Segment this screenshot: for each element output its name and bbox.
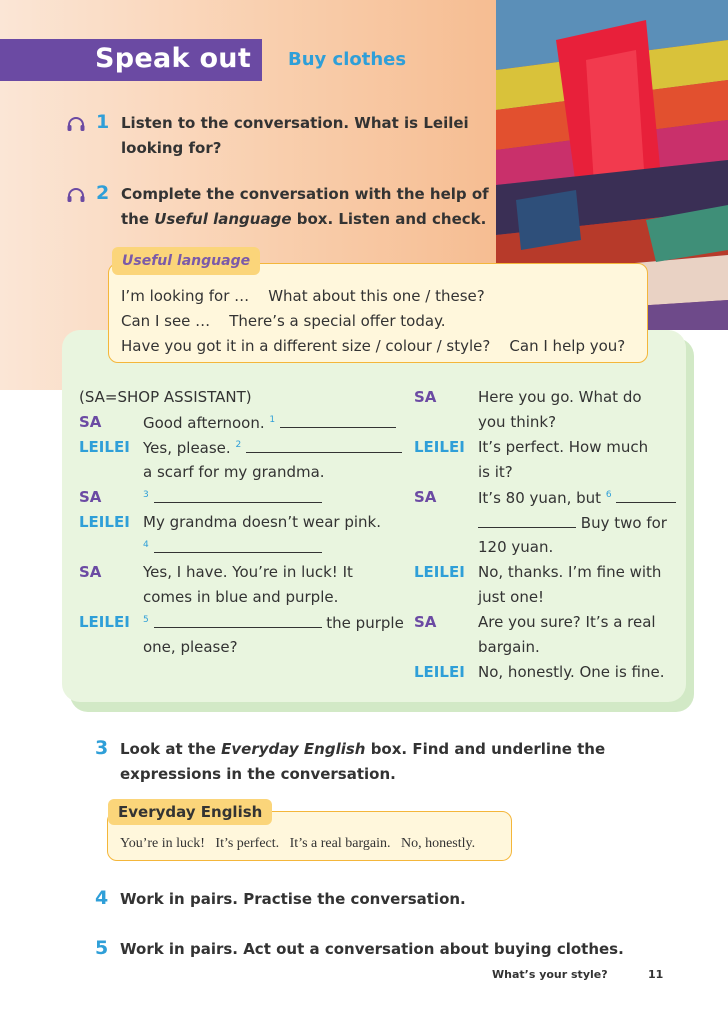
dialogue-line	[478, 488, 676, 507]
speaker-sa: SA	[79, 413, 102, 431]
dialogue-line: 120 yuan.	[478, 538, 554, 556]
dialogue-line	[143, 438, 402, 457]
page-title: Speak out	[95, 43, 252, 74]
useful-line: I’m looking for … What about this one / these?	[121, 287, 485, 305]
useful-line: Have you got it in a different size / colour / style? Can I help you?	[121, 337, 626, 355]
task-line: Complete the conversation with the help of	[121, 185, 489, 203]
footer-unit-title: What’s your style?	[492, 968, 608, 981]
everyday-english-text: You’re in luck! It’s perfect. It’s a real bargain. No, honestly.	[120, 836, 476, 851]
dialogue-line: Yes, I have. You’re in luck! It	[143, 563, 353, 581]
answer-blank[interactable]	[154, 488, 322, 503]
line-text: Yes, please.	[143, 439, 231, 457]
speaker-leilei: LEILEI	[414, 563, 465, 581]
dialogue-line: a scarf for my grandma.	[143, 463, 325, 481]
blank-number: 4	[143, 540, 149, 550]
line-text: Buy two for	[580, 514, 667, 532]
everyday-english-label: Everyday English	[108, 799, 272, 825]
text-span: box. Find and underline the	[365, 740, 606, 758]
answer-blank[interactable]	[246, 438, 402, 453]
speaker-leilei: LEILEI	[79, 513, 130, 531]
line-text: the purple	[326, 614, 404, 632]
dialogue-line	[478, 513, 667, 532]
headphones-icon	[66, 116, 86, 132]
page-subtitle: Buy clothes	[288, 49, 407, 70]
task-number: 4	[95, 887, 109, 909]
task-line	[121, 207, 521, 232]
speaker-sa: SA	[79, 488, 102, 506]
dialogue-line: comes in blue and purple.	[143, 588, 339, 606]
blank-number: 3	[143, 490, 149, 500]
headphones-icon	[66, 187, 86, 203]
line-text: It’s 80 yuan, but	[478, 489, 602, 507]
task-text	[121, 182, 521, 232]
task-text: Work in pairs. Practise the conversation.	[120, 890, 466, 908]
dialogue-line: is it?	[478, 463, 513, 481]
line-text: Good afternoon.	[143, 414, 265, 432]
speaker-sa: SA	[414, 613, 437, 631]
text-span: Look at the	[120, 740, 222, 758]
answer-blank[interactable]	[154, 613, 322, 628]
dialogue-line: bargain.	[478, 638, 540, 656]
task-number: 3	[95, 737, 109, 759]
blank-number: 5	[143, 615, 149, 625]
answer-blank[interactable]	[616, 488, 676, 503]
task-line: expressions in the conversation.	[120, 765, 396, 783]
blank-number: 6	[605, 490, 612, 500]
dialogue-line: No, thanks. I’m fine with	[478, 563, 662, 581]
speaker-sa: SA	[414, 388, 437, 406]
task-text: Work in pairs. Act out a conversation about buying clothes.	[120, 940, 624, 958]
dialogue-line	[143, 613, 404, 632]
dialogue-line: you think?	[478, 413, 557, 431]
text-span: the	[121, 210, 155, 228]
dialogue-line: Are you sure? It’s a real	[478, 613, 656, 631]
task-text	[121, 111, 521, 161]
task-number: 2	[96, 182, 110, 204]
dialogue-line: My grandma doesn’t wear pink.	[143, 513, 382, 531]
answer-blank[interactable]	[478, 513, 576, 528]
dialogue-line	[143, 488, 322, 507]
page-number: 11	[648, 968, 664, 981]
task-line: looking for?	[121, 139, 222, 157]
dialogue-line	[143, 538, 322, 557]
task-text	[120, 737, 620, 787]
speaker-leilei: LEILEI	[414, 663, 465, 681]
task-number: 1	[96, 111, 110, 133]
dialogue-line: No, honestly. One is fine.	[478, 663, 665, 681]
dialogue-line: one, please?	[143, 638, 238, 656]
emphasis-text: Everyday English	[221, 740, 366, 758]
answer-blank[interactable]	[154, 538, 322, 553]
useful-language-label: Useful language	[112, 247, 260, 275]
task-number: 5	[95, 937, 109, 959]
speaker-leilei: LEILEI	[79, 613, 130, 631]
task-line: Listen to the conversation. What is Leilei	[121, 114, 469, 132]
dialogue-line	[143, 413, 396, 432]
task-line	[120, 737, 620, 762]
blank-number: 1	[269, 415, 276, 425]
speaker-sa: SA	[414, 488, 437, 506]
answer-blank[interactable]	[280, 413, 396, 428]
text-span: box. Listen and check.	[291, 210, 487, 228]
blank-number: 2	[235, 440, 242, 450]
dialogue-line: It’s perfect. How much	[478, 438, 649, 456]
speaker-sa: SA	[79, 563, 102, 581]
dialogue-line: just one!	[478, 588, 545, 606]
speaker-leilei: LEILEI	[414, 438, 465, 456]
useful-line: Can I see … There’s a special offer today.	[121, 312, 446, 330]
dialogue-note: (SA=SHOP ASSISTANT)	[79, 388, 252, 406]
speaker-leilei: LEILEI	[79, 438, 130, 456]
emphasis-text: Useful language	[154, 210, 292, 228]
dialogue-line: Here you go. What do	[478, 388, 642, 406]
